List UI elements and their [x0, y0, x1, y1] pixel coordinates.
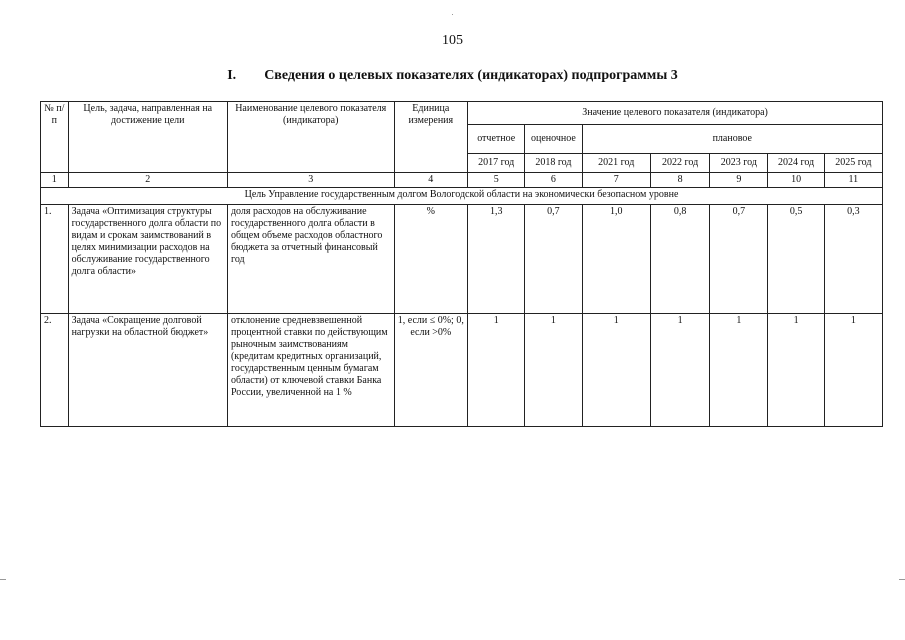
column-number: 11	[824, 173, 882, 188]
year-2017: 2017 год	[468, 154, 525, 173]
header-indicator: Наименование целевого показателя (индикатора)	[227, 102, 394, 173]
row-value-2018: 0,7	[525, 205, 582, 314]
row-value-2023: 1	[710, 314, 768, 427]
header-num: № п/п	[41, 102, 69, 173]
row-value-2021: 1,0	[582, 205, 650, 314]
row-value-2025: 1	[824, 314, 882, 427]
year-2023: 2023 год	[710, 154, 768, 173]
row-value-2025: 0,3	[824, 205, 882, 314]
column-number: 6	[525, 173, 582, 188]
column-numbers-row	[41, 173, 883, 188]
row-value-2023: 0,7	[710, 205, 768, 314]
row-value-2022: 1	[650, 314, 709, 427]
header-planned: плановое	[582, 125, 882, 154]
scan-edge-mark-right	[899, 579, 905, 580]
column-number: 5	[468, 173, 525, 188]
column-number: 2	[68, 173, 227, 188]
column-number: 10	[768, 173, 824, 188]
row-unit: %	[394, 205, 468, 314]
header-row	[41, 102, 883, 125]
row-indicator: отклонение средневзвешенной процентной ставки по действующим рыночным заимствованиям (кредитам кредитных организаций, государственным ценным бумагам области) от ключевой ставки Банка России, увеличенной на 1 %	[227, 314, 394, 427]
scan-speck	[452, 14, 453, 15]
column-number: 1	[41, 173, 69, 188]
table-row	[41, 205, 883, 314]
year-2021: 2021 год	[582, 154, 650, 173]
column-number: 4	[394, 173, 468, 188]
indicators-table	[40, 101, 883, 427]
page-number: 105	[442, 33, 463, 48]
row-indicator: доля расходов на обслуживание государственного долга области в общем объеме расходов областного бюджета за отчетный финансовый год	[227, 205, 394, 314]
year-2025: 2025 год	[824, 154, 882, 173]
row-value-2017: 1	[468, 314, 525, 427]
year-2024: 2024 год	[768, 154, 824, 173]
header-estimated: оценочное	[525, 125, 582, 154]
section-title	[0, 68, 905, 84]
scan-edge-mark-left	[0, 579, 6, 580]
header-reported: отчетное	[468, 125, 525, 154]
year-2022: 2022 год	[650, 154, 709, 173]
row-num: 1.	[41, 205, 69, 314]
section-title-text: Сведения о целевых показателях (индикаторах) подпрограммы 3	[264, 68, 678, 83]
row-value-2021: 1	[582, 314, 650, 427]
table-row	[41, 314, 883, 427]
row-goal: Задача «Сокращение долговой нагрузки на областной бюджет»	[68, 314, 227, 427]
row-goal: Задача «Оптимизация структуры государственного долга области по видам и срокам заимствований в целях минимизации расходов на обслуживание государственного долга области»	[68, 205, 227, 314]
column-number: 9	[710, 173, 768, 188]
header-value: Значение целевого показателя (индикатора)	[468, 102, 883, 125]
row-value-2018: 1	[525, 314, 582, 427]
row-value-2022: 0,8	[650, 205, 709, 314]
column-number: 8	[650, 173, 709, 188]
section-number: I.	[227, 68, 237, 83]
row-value-2017: 1,3	[468, 205, 525, 314]
goal-row	[41, 188, 883, 205]
column-number: 3	[227, 173, 394, 188]
header-unit: Единица измерения	[394, 102, 468, 173]
row-value-2024: 0,5	[768, 205, 824, 314]
year-2018: 2018 год	[525, 154, 582, 173]
row-value-2024: 1	[768, 314, 824, 427]
row-num: 2.	[41, 314, 69, 427]
row-unit: 1, если ≤ 0%; 0, если >0%	[394, 314, 468, 427]
goal-text: Цель Управление государственным долгом Вологодской области на экономически безопасном уровне	[41, 188, 883, 205]
column-number: 7	[582, 173, 650, 188]
header-goal: Цель, задача, направленная на достижение цели	[68, 102, 227, 173]
